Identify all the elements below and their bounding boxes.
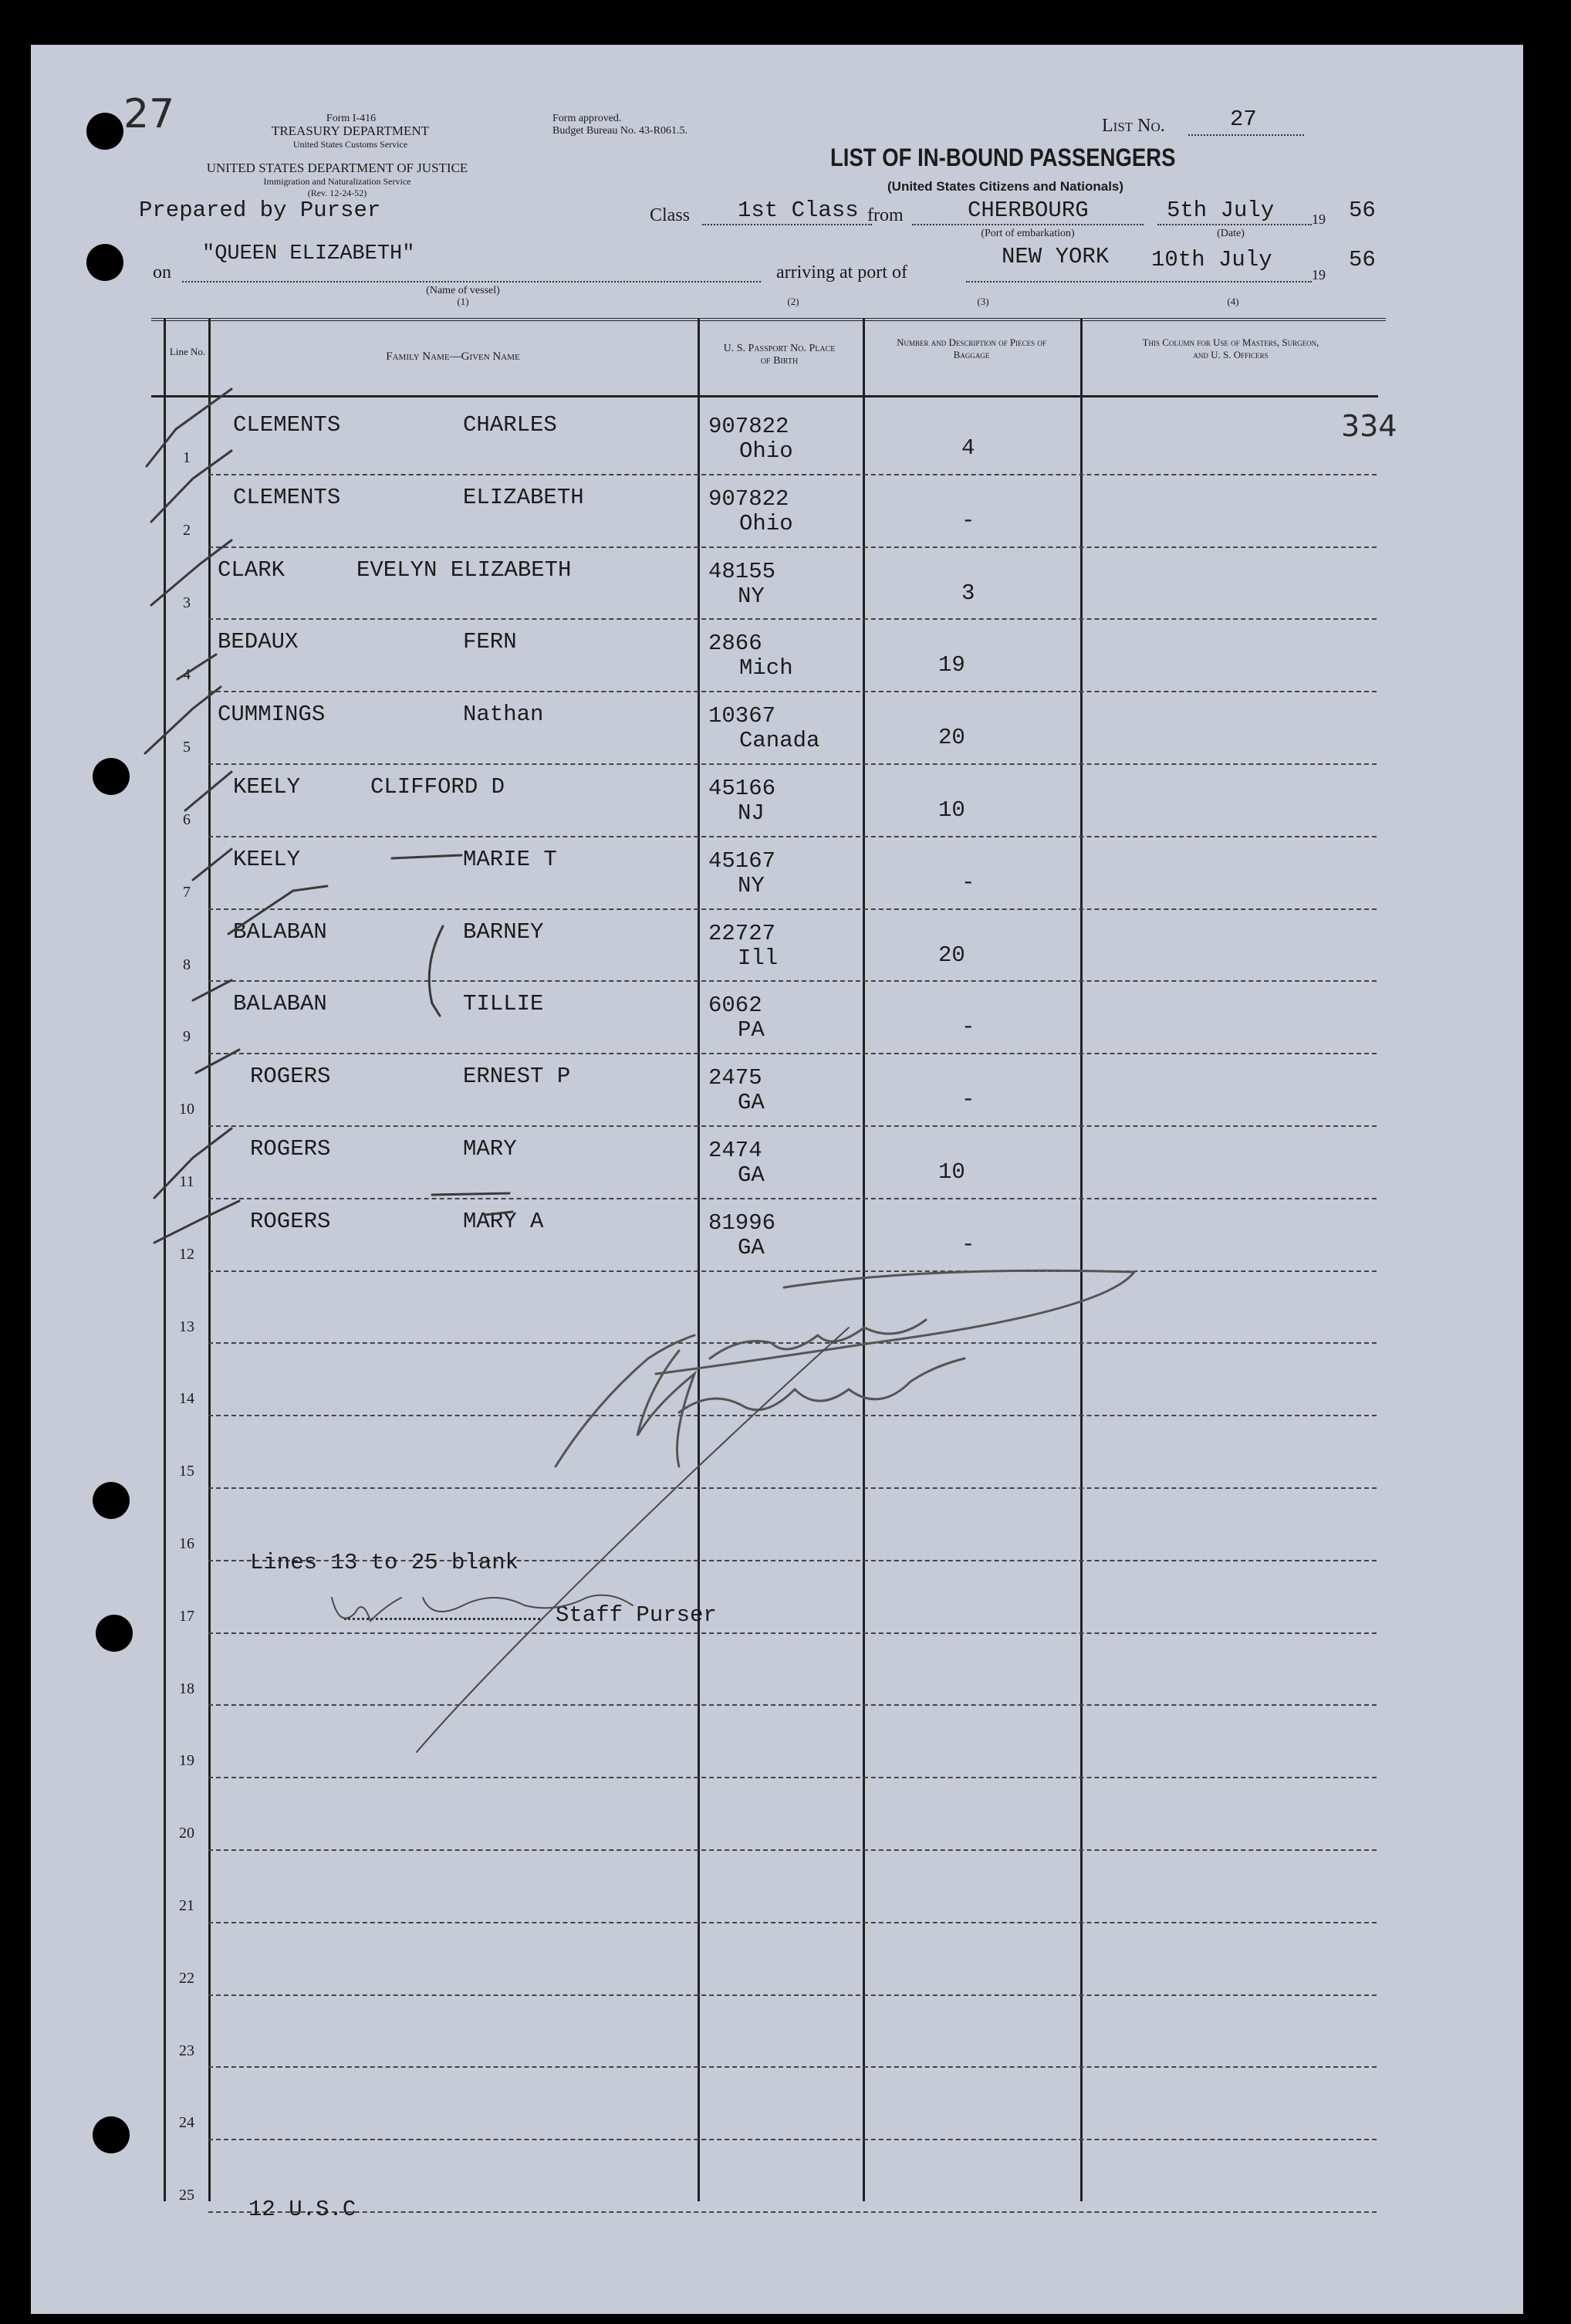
- line-number: 9: [183, 1028, 191, 1046]
- family-name: CLEMENTS: [233, 412, 341, 438]
- signature-stroke: [679, 1358, 965, 1412]
- check-mark: [177, 655, 216, 679]
- customs-service: United States Customs Service: [292, 139, 408, 150]
- passport-number: 45167: [708, 847, 776, 874]
- place-of-birth: Ohio: [739, 510, 793, 536]
- column-number-4: (4): [1227, 296, 1239, 307]
- given-name: ELIZABETH: [463, 484, 584, 510]
- treasury-department: TREASURY DEPARTMENT: [271, 123, 430, 138]
- dash-mark: [432, 1193, 509, 1195]
- form-approved: Form approved.: [552, 113, 622, 124]
- vessel-caption-number: (1): [457, 296, 469, 307]
- family-name: BALABAN: [233, 991, 327, 1017]
- place-of-birth: GA: [738, 1234, 765, 1260]
- margin-note: 334: [1341, 409, 1397, 443]
- passport-number: 48155: [708, 558, 776, 584]
- embark-year: 56: [1349, 198, 1376, 223]
- family-name: BALABAN: [233, 918, 327, 945]
- place-of-birth: GA: [738, 1090, 765, 1116]
- passport-number: 907822: [708, 485, 789, 512]
- check-mark: [185, 772, 231, 810]
- vessel-caption: (Name of vessel): [426, 285, 500, 296]
- family-name: ROGERS: [250, 1064, 331, 1090]
- class-value: 1st Class: [738, 198, 859, 223]
- line-number: 24: [179, 2114, 194, 2132]
- form-title: LIST OF IN-BOUND PASSENGERS: [830, 144, 1176, 171]
- place-of-birth: NY: [738, 872, 765, 898]
- baggage-count: -: [961, 1014, 975, 1040]
- dash-mark: [392, 855, 461, 858]
- line-number: 20: [179, 1825, 194, 1842]
- embark-port-caption: (Port of embarkation): [981, 228, 1075, 239]
- baggage-count: -: [961, 869, 975, 895]
- blank-lines-note: Lines 13 to 25 blank: [250, 1550, 519, 1575]
- signature-stroke: [417, 1328, 849, 1752]
- corner-mark: 27: [123, 91, 175, 137]
- header-baggage: Number and Description of Pieces of Baggage: [897, 337, 1046, 360]
- line-number: 14: [179, 1390, 194, 1408]
- family-name: CUMMINGS: [218, 702, 326, 728]
- form-revision: (Rev. 12-24-52): [307, 188, 367, 198]
- line-number: 4: [183, 666, 191, 684]
- column-number-2: (2): [787, 296, 799, 307]
- list-number: 27: [1230, 107, 1257, 132]
- place-of-birth: Ohio: [739, 438, 793, 464]
- passport-number: 45166: [708, 776, 776, 801]
- arrival-year: 56: [1349, 247, 1376, 272]
- baggage-count: -: [961, 507, 975, 533]
- given-name: BARNEY: [463, 918, 544, 945]
- place-of-birth: NJ: [738, 800, 765, 826]
- line-number: 15: [179, 1463, 194, 1480]
- place-of-birth: NY: [738, 583, 765, 609]
- signature-stroke: [556, 1335, 694, 1466]
- given-name: FERN: [463, 629, 517, 655]
- line-number: 5: [183, 739, 191, 756]
- line-number: 6: [183, 811, 191, 828]
- line-number: 8: [183, 956, 191, 973]
- line-number: 23: [179, 2042, 194, 2059]
- place-of-birth: GA: [738, 1162, 765, 1188]
- header-officers: This Column for Use of Masters, Surgeon, and U. S. Officers: [1142, 337, 1319, 360]
- column-number-3: (3): [977, 296, 989, 307]
- check-mark: [151, 540, 231, 605]
- immigration-service: Immigration and Naturalization Service: [263, 176, 411, 187]
- check-mark: [196, 1050, 239, 1073]
- passport-number: 81996: [708, 1209, 776, 1236]
- given-name: EVELYN ELIZABETH: [356, 556, 572, 583]
- family-name: KEELY: [233, 774, 301, 800]
- line-number: 2: [183, 521, 191, 539]
- date-caption: (Date): [1217, 228, 1245, 239]
- family-name: KEELY: [233, 846, 301, 872]
- embark-date: 5th July: [1167, 198, 1275, 223]
- line-number: 12: [179, 1245, 194, 1263]
- passport-number: 10367: [708, 703, 776, 729]
- baggage-count: 19: [938, 652, 965, 678]
- arrival-port: NEW YORK: [1002, 244, 1110, 269]
- signature-stroke: [332, 1595, 633, 1621]
- place-of-birth: PA: [738, 1017, 765, 1044]
- year-prefix: 19: [1312, 211, 1326, 227]
- check-mark: [228, 886, 327, 934]
- header-name: Family Name—Given Name: [386, 350, 520, 363]
- given-name: TILLIE: [463, 991, 544, 1017]
- check-mark: [151, 451, 231, 522]
- given-name: MARY A: [463, 1208, 544, 1234]
- family-name: CLARK: [218, 556, 285, 583]
- line-number: 18: [179, 1680, 194, 1697]
- baggage-count: -: [961, 1231, 975, 1257]
- from-label: from: [867, 205, 904, 225]
- given-name: CLIFFORD D: [370, 774, 505, 800]
- justice-department: UNITED STATES DEPARTMENT OF JUSTICE: [206, 161, 468, 175]
- given-name: ERNEST P: [463, 1064, 571, 1090]
- check-mark: [193, 849, 231, 880]
- bracket: [429, 926, 443, 1016]
- family-name: ROGERS: [250, 1136, 331, 1162]
- on-label: on: [153, 262, 171, 282]
- check-mark: [154, 1128, 231, 1198]
- vessel-name: "QUEEN ELIZABETH": [202, 242, 415, 266]
- family-name: ROGERS: [250, 1208, 331, 1234]
- arrival-date: 10th July: [1151, 247, 1272, 272]
- line-number: 19: [179, 1752, 194, 1770]
- given-name: MARY: [463, 1136, 517, 1162]
- baggage-count: 10: [938, 1159, 965, 1185]
- passport-number: 2474: [708, 1138, 762, 1163]
- given-name: MARIE T: [463, 846, 557, 872]
- passport-number: 2866: [708, 631, 762, 657]
- embark-port: CHERBOURG: [968, 198, 1089, 223]
- prepared-by: Prepared by Purser: [139, 198, 381, 223]
- baggage-count: -: [961, 1087, 975, 1113]
- line-number: 10: [179, 1101, 194, 1118]
- passport-number: 22727: [708, 920, 776, 946]
- staff-purser: Staff Purser: [556, 1602, 717, 1628]
- baggage-count: 20: [938, 725, 965, 751]
- line-number: 22: [179, 1969, 194, 1987]
- class-label: Class: [650, 205, 691, 225]
- form-subtitle: (United States Citizens and Nationals): [887, 179, 1124, 194]
- check-mark: [193, 980, 231, 1000]
- passport-number: 907822: [708, 414, 789, 439]
- check-mark: [145, 687, 221, 753]
- line-number: 13: [179, 1318, 194, 1335]
- baggage-count: 3: [961, 580, 975, 606]
- line-number: 16: [179, 1535, 194, 1552]
- place-of-birth: Canada: [739, 728, 820, 754]
- check-mark: [154, 1201, 239, 1243]
- line-number: 1: [183, 449, 191, 466]
- baggage-count: 4: [961, 435, 975, 461]
- line-number: 3: [183, 594, 191, 611]
- passport-number: 6062: [708, 993, 762, 1019]
- family-name: CLEMENTS: [233, 484, 341, 510]
- line-number: 11: [179, 1173, 194, 1190]
- check-mark: [147, 389, 231, 466]
- line-number: 25: [179, 2187, 194, 2204]
- year-prefix: 19: [1312, 267, 1326, 282]
- family-name: BEDAUX: [218, 629, 299, 655]
- passport-number: 2475: [708, 1065, 762, 1091]
- arriving-label: arriving at port of: [776, 262, 907, 282]
- line-number: 17: [179, 1607, 194, 1625]
- baggage-count: 10: [938, 797, 965, 823]
- footer-code: 12 U.S.C: [248, 2197, 356, 2222]
- given-name: Nathan: [463, 702, 544, 728]
- header-line-no: Line No.: [169, 346, 206, 357]
- baggage-count: 20: [938, 942, 965, 968]
- form-number: Form I-416: [326, 113, 377, 124]
- line-number: 7: [183, 883, 191, 901]
- given-name: CHARLES: [463, 412, 557, 438]
- place-of-birth: Ill: [738, 945, 779, 971]
- list-no-label: List No.: [1102, 116, 1165, 136]
- line-number: 21: [179, 1897, 194, 1914]
- signature-stroke: [656, 1270, 1134, 1374]
- budget-bureau: Budget Bureau No. 43-R061.5.: [552, 125, 688, 137]
- header-passport: U. S. Passport No. Place of Birth: [723, 343, 836, 367]
- dash-mark: [485, 1212, 512, 1215]
- place-of-birth: Mich: [739, 655, 793, 682]
